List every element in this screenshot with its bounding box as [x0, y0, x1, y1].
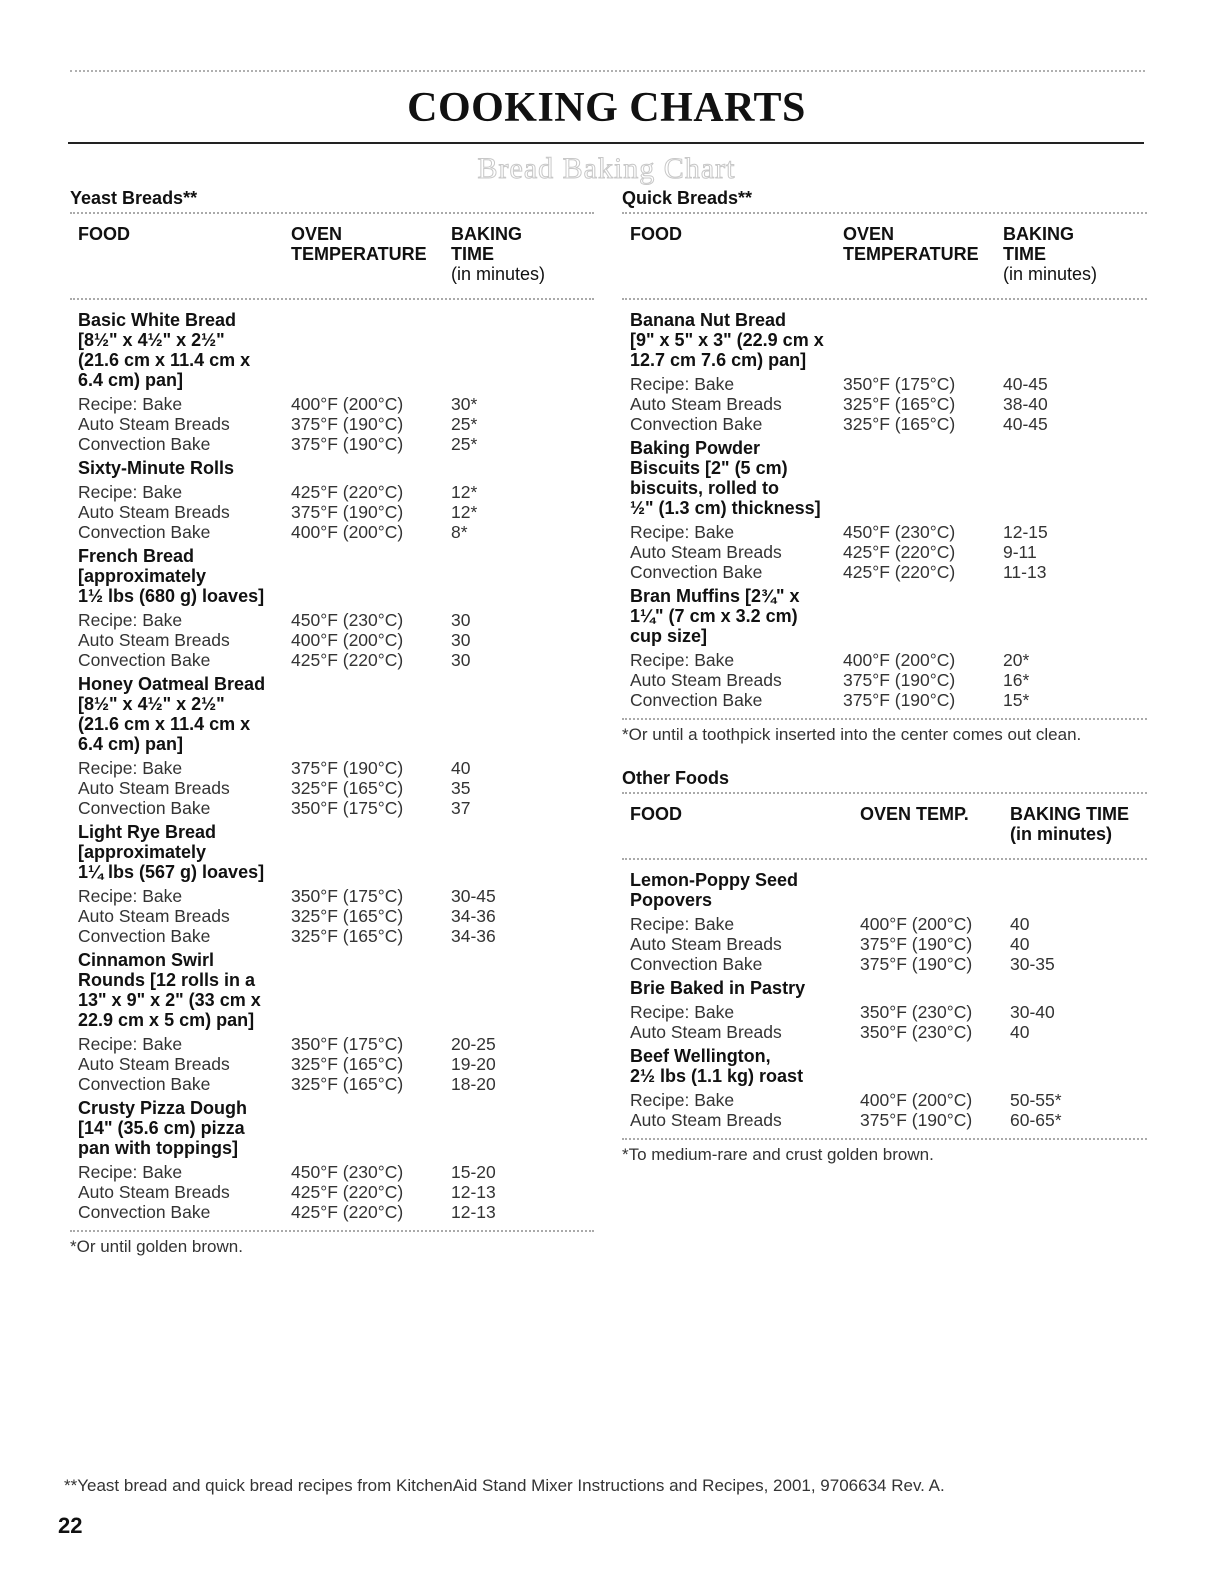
time-cell: 30 [451, 650, 471, 670]
food-name-line: Crusty Pizza Dough [78, 1098, 248, 1118]
food-name [630, 438, 1147, 518]
food-name-line: Baking Powder [630, 438, 761, 458]
food-name-line: cup size] [630, 626, 708, 646]
table-row [630, 542, 1147, 562]
method-cell: Convection Bake [78, 434, 211, 454]
time-cell: 20-25 [451, 1034, 496, 1054]
table-row [78, 778, 594, 798]
table-row [78, 610, 594, 630]
food-name-line: Beef Wellington, [630, 1046, 771, 1066]
food-name-line: (21.6 cm x 11.4 cm x [78, 714, 251, 734]
time-cell: 9-11 [1003, 542, 1037, 562]
food-name-line: [8½" x 4½" x 2½" [78, 330, 225, 350]
header-food: FOOD [630, 224, 682, 244]
time-cell: 12-13 [451, 1182, 496, 1202]
temperature-cell: 450°F (230°C) [291, 610, 404, 630]
food-name [78, 310, 594, 390]
other-foods-title: Other Foods [622, 768, 729, 788]
time-cell: 11-13 [1003, 562, 1047, 582]
table-row [78, 394, 594, 414]
method-cell: Recipe: Bake [78, 394, 183, 414]
table-body [622, 300, 1147, 716]
temperature-cell: 325°F (165°C) [291, 778, 404, 798]
table-row [78, 798, 594, 818]
food-name-line: 22.9 cm x 5 cm) pan] [78, 1010, 255, 1030]
right-column [622, 186, 1147, 1166]
table-row [630, 690, 1147, 710]
food-name-line: biscuits, rolled to [630, 478, 780, 498]
temperature-cell: 375°F (190°C) [860, 1110, 973, 1130]
time-cell: 12-13 [451, 1202, 496, 1222]
table-footnote: *Or until golden brown. [70, 1237, 243, 1256]
method-cell: Auto Steam Breads [630, 934, 782, 954]
food-name [630, 586, 1147, 646]
food-item [630, 978, 1147, 1042]
time-cell: 30-40 [1010, 1002, 1055, 1022]
time-cell: 60-65* [1010, 1110, 1062, 1130]
food-item [630, 870, 1147, 974]
food-name-line: Lemon-Poppy Seed [630, 870, 799, 890]
food-name-line: 1½ lbs (680 g) loaves] [78, 586, 265, 606]
temperature-cell: 350°F (175°C) [291, 886, 404, 906]
table-row [78, 1162, 594, 1182]
method-cell: Recipe: Bake [78, 610, 183, 630]
table-row [630, 914, 1147, 934]
time-cell: 30-45 [451, 886, 496, 906]
food-item [78, 458, 594, 542]
table-row [630, 1022, 1147, 1042]
time-cell: 12* [451, 482, 478, 502]
method-cell: Convection Bake [630, 954, 763, 974]
time-cell: 18-20 [451, 1074, 496, 1094]
temperature-cell: 400°F (200°C) [291, 522, 404, 542]
table-row [78, 1034, 594, 1054]
food-name-line: 12.7 cm 7.6 cm) pan] [630, 350, 807, 370]
table-row [630, 394, 1147, 414]
table-row [78, 906, 594, 926]
method-cell: Auto Steam Breads [630, 670, 782, 690]
divider [622, 1138, 1147, 1140]
temperature-cell: 375°F (190°C) [843, 670, 956, 690]
time-cell: 25* [451, 414, 478, 434]
table-footnote: *To medium-rare and crust golden brown. [622, 1145, 934, 1164]
food-name-line: French Bread [78, 546, 195, 566]
other-foods-section [622, 766, 1147, 1166]
time-cell: 40 [1010, 914, 1030, 934]
temperature-cell: 425°F (220°C) [291, 650, 404, 670]
table-header [622, 214, 1147, 296]
temperature-cell: 425°F (220°C) [843, 542, 956, 562]
time-cell: 30 [451, 630, 471, 650]
table-row [78, 1182, 594, 1202]
food-name-line: Bran Muffins [2¾" x [630, 586, 800, 606]
table-row [78, 434, 594, 454]
time-cell: 12* [451, 502, 478, 522]
table-body [70, 300, 594, 1228]
time-cell: 25* [451, 434, 478, 454]
table-row [630, 1110, 1147, 1130]
food-name-line: Sixty-Minute Rolls [78, 458, 235, 478]
temperature-cell: 375°F (190°C) [860, 954, 973, 974]
time-cell: 37 [451, 798, 471, 818]
food-item [78, 1098, 594, 1222]
time-cell: 50-55* [1010, 1090, 1062, 1110]
method-cell: Auto Steam Breads [78, 778, 230, 798]
chart-watermark-title: Bread Baking Chart [477, 152, 736, 185]
table-row [78, 758, 594, 778]
food-item [78, 546, 594, 670]
header-food: FOOD [630, 804, 682, 824]
quick-breads-title: Quick Breads** [622, 188, 753, 208]
header-oven: OVEN TEMPERATURE [291, 224, 427, 264]
food-name-line: Rounds [12 rolls in a [78, 970, 256, 990]
temperature-cell: 325°F (165°C) [843, 394, 956, 414]
food-name-line: Basic White Bread [78, 310, 237, 330]
time-cell: 34-36 [451, 906, 496, 926]
time-cell: 15* [1003, 690, 1030, 710]
temperature-cell: 375°F (190°C) [291, 502, 404, 522]
temperature-cell: 425°F (220°C) [843, 562, 956, 582]
food-name-line: Popovers [630, 890, 713, 910]
table-row [630, 650, 1147, 670]
table-row [78, 1202, 594, 1222]
table-row [78, 650, 594, 670]
method-cell: Recipe: Bake [78, 1162, 183, 1182]
method-cell: Recipe: Bake [630, 1002, 735, 1022]
table-row [630, 374, 1147, 394]
header-oven: OVEN TEMPERATURE [843, 224, 979, 264]
food-name-line: 1¼ lbs (567 g) loaves] [78, 862, 265, 882]
table-row [630, 954, 1147, 974]
food-name [78, 546, 594, 606]
food-name-line: Brie Baked in Pastry [630, 978, 806, 998]
time-cell: 34-36 [451, 926, 496, 946]
time-cell: 40-45 [1003, 374, 1048, 394]
table-row [630, 1090, 1147, 1110]
time-cell: 8* [451, 522, 468, 542]
table-row [78, 926, 594, 946]
food-item [78, 310, 594, 454]
temperature-cell: 400°F (200°C) [291, 630, 404, 650]
method-cell: Auto Steam Breads [630, 542, 782, 562]
time-cell: 15-20 [451, 1162, 496, 1182]
time-cell: 40 [451, 758, 471, 778]
food-name-line: [14" (35.6 cm) pizza [78, 1118, 245, 1138]
food-name-line: (21.6 cm x 11.4 cm x [78, 350, 251, 370]
food-item [630, 1046, 1147, 1130]
food-name [630, 1046, 1147, 1086]
table-row [78, 630, 594, 650]
temperature-cell: 375°F (190°C) [860, 934, 973, 954]
table-row [78, 482, 594, 502]
table-row [78, 502, 594, 522]
method-cell: Convection Bake [78, 522, 211, 542]
food-name-line: pan with toppings] [78, 1138, 238, 1158]
header-oven: OVEN TEMP. [860, 804, 969, 824]
method-cell: Recipe: Bake [78, 886, 183, 906]
time-cell: 40 [1010, 934, 1030, 954]
header-baking-time: BAKING TIME (in minutes) [1010, 804, 1129, 844]
method-cell: Auto Steam Breads [630, 394, 782, 414]
temperature-cell: 350°F (230°C) [860, 1022, 973, 1042]
food-name-line: [approximately [78, 566, 207, 586]
method-cell: Recipe: Bake [78, 482, 183, 502]
food-name-line: 13" x 9" x 2" (33 cm x [78, 990, 261, 1010]
method-cell: Auto Steam Breads [630, 1110, 782, 1130]
method-cell: Auto Steam Breads [78, 414, 230, 434]
food-item [78, 950, 594, 1094]
table-row [78, 414, 594, 434]
food-name [630, 978, 1147, 998]
food-name [78, 950, 594, 1030]
time-cell: 40-45 [1003, 414, 1048, 434]
method-cell: Recipe: Bake [630, 522, 735, 542]
temperature-cell: 400°F (200°C) [860, 1090, 973, 1110]
food-name-line: 6.4 cm) pan] [78, 370, 184, 390]
temperature-cell: 325°F (165°C) [291, 1074, 404, 1094]
header-baking-time: BAKING TIME (in minutes) [451, 224, 546, 284]
food-name [78, 1098, 594, 1158]
table-row [630, 414, 1147, 434]
table-row [630, 670, 1147, 690]
temperature-cell: 450°F (230°C) [843, 522, 956, 542]
food-name [630, 870, 1147, 910]
method-cell: Convection Bake [78, 926, 211, 946]
divider [622, 718, 1147, 720]
food-name-line: Light Rye Bread [78, 822, 217, 842]
title-rule [68, 142, 1144, 144]
temperature-cell: 350°F (230°C) [860, 1002, 973, 1022]
food-name-line: [8½" x 4½" x 2½" [78, 694, 225, 714]
method-cell: Auto Steam Breads [78, 1054, 230, 1074]
temperature-cell: 375°F (190°C) [291, 414, 404, 434]
header-baking-time: BAKING TIME (in minutes) [1003, 224, 1098, 284]
temperature-cell: 425°F (220°C) [291, 1202, 404, 1222]
table-row [630, 1002, 1147, 1022]
top-dotted-rule [70, 70, 1145, 72]
method-cell: Convection Bake [78, 1202, 211, 1222]
food-name-line: Honey Oatmeal Bread [78, 674, 266, 694]
temperature-cell: 325°F (165°C) [291, 1054, 404, 1074]
method-cell: Recipe: Bake [630, 914, 735, 934]
yeast-breads-title: Yeast Breads** [70, 188, 198, 208]
temperature-cell: 350°F (175°C) [291, 1034, 404, 1054]
table-body [622, 860, 1147, 1136]
method-cell: Recipe: Bake [78, 1034, 183, 1054]
divider [70, 1230, 594, 1232]
method-cell: Recipe: Bake [630, 650, 735, 670]
food-item [78, 822, 594, 946]
temperature-cell: 375°F (190°C) [291, 434, 404, 454]
table-row [630, 562, 1147, 582]
time-cell: 35 [451, 778, 471, 798]
temperature-cell: 325°F (165°C) [843, 414, 956, 434]
method-cell: Auto Steam Breads [78, 1182, 230, 1202]
food-name-line: 2½ lbs (1.1 kg) roast [630, 1066, 804, 1086]
food-name-line: Banana Nut Bread [630, 310, 787, 330]
food-item [630, 586, 1147, 710]
method-cell: Convection Bake [78, 798, 211, 818]
time-cell: 30 [451, 610, 471, 630]
time-cell: 19-20 [451, 1054, 496, 1074]
footer-note: **Yeast bread and quick bread recipes from KitchenAid Stand Mixer Instructions and Recipes, 2001, 9706634 Rev. A. [64, 1476, 945, 1495]
method-cell: Auto Steam Breads [78, 630, 230, 650]
food-item [78, 674, 594, 818]
temperature-cell: 325°F (165°C) [291, 906, 404, 926]
method-cell: Recipe: Bake [630, 1090, 735, 1110]
page-title: COOKING CHARTS [407, 85, 806, 131]
food-name-line: Biscuits [2" (5 cm) [630, 458, 788, 478]
temperature-cell: 400°F (200°C) [291, 394, 404, 414]
food-name-line: 6.4 cm) pan] [78, 734, 184, 754]
method-cell: Convection Bake [630, 690, 763, 710]
temperature-cell: 400°F (200°C) [843, 650, 956, 670]
method-cell: Auto Steam Breads [630, 1022, 782, 1042]
method-cell: Auto Steam Breads [78, 906, 230, 926]
method-cell: Convection Bake [630, 414, 763, 434]
food-name [630, 310, 1147, 370]
page-number: 22 [58, 1513, 83, 1538]
food-name-line: [approximately [78, 842, 207, 862]
table-header [70, 214, 594, 296]
food-name [78, 822, 594, 882]
food-item [630, 438, 1147, 582]
time-cell: 20* [1003, 650, 1030, 670]
food-name-line: 1¼" (7 cm x 3.2 cm) [630, 606, 798, 626]
table-row [630, 522, 1147, 542]
temperature-cell: 450°F (230°C) [291, 1162, 404, 1182]
food-name-line: ½" (1.3 cm) thickness] [630, 498, 821, 518]
yeast-breads-section [70, 186, 594, 1258]
time-cell: 30-35 [1010, 954, 1055, 974]
table-row [78, 886, 594, 906]
food-item [630, 310, 1147, 434]
table-row [630, 934, 1147, 954]
temperature-cell: 350°F (175°C) [291, 798, 404, 818]
food-name [78, 674, 594, 754]
time-cell: 38-40 [1003, 394, 1048, 414]
temperature-cell: 425°F (220°C) [291, 482, 404, 502]
method-cell: Convection Bake [78, 1074, 211, 1094]
food-name [78, 458, 594, 478]
table-footnote: *Or until a toothpick inserted into the center comes out clean. [622, 725, 1082, 744]
method-cell: Convection Bake [630, 562, 763, 582]
method-cell: Recipe: Bake [78, 758, 183, 778]
header-food: FOOD [78, 224, 130, 244]
food-name-line: [9" x 5" x 3" (22.9 cm x [630, 330, 824, 350]
table-header [622, 794, 1147, 856]
time-cell: 12-15 [1003, 522, 1048, 542]
temperature-cell: 375°F (190°C) [291, 758, 404, 778]
table-row [78, 1054, 594, 1074]
table-row [78, 1074, 594, 1094]
temperature-cell: 325°F (165°C) [291, 926, 404, 946]
time-cell: 30* [451, 394, 478, 414]
temperature-cell: 400°F (200°C) [860, 914, 973, 934]
temperature-cell: 425°F (220°C) [291, 1182, 404, 1202]
temperature-cell: 350°F (175°C) [843, 374, 956, 394]
method-cell: Convection Bake [78, 650, 211, 670]
table-row [78, 522, 594, 542]
method-cell: Auto Steam Breads [78, 502, 230, 522]
food-name-line: Cinnamon Swirl [78, 950, 215, 970]
temperature-cell: 375°F (190°C) [843, 690, 956, 710]
method-cell: Recipe: Bake [630, 374, 735, 394]
time-cell: 16* [1003, 670, 1030, 690]
time-cell: 40 [1010, 1022, 1030, 1042]
